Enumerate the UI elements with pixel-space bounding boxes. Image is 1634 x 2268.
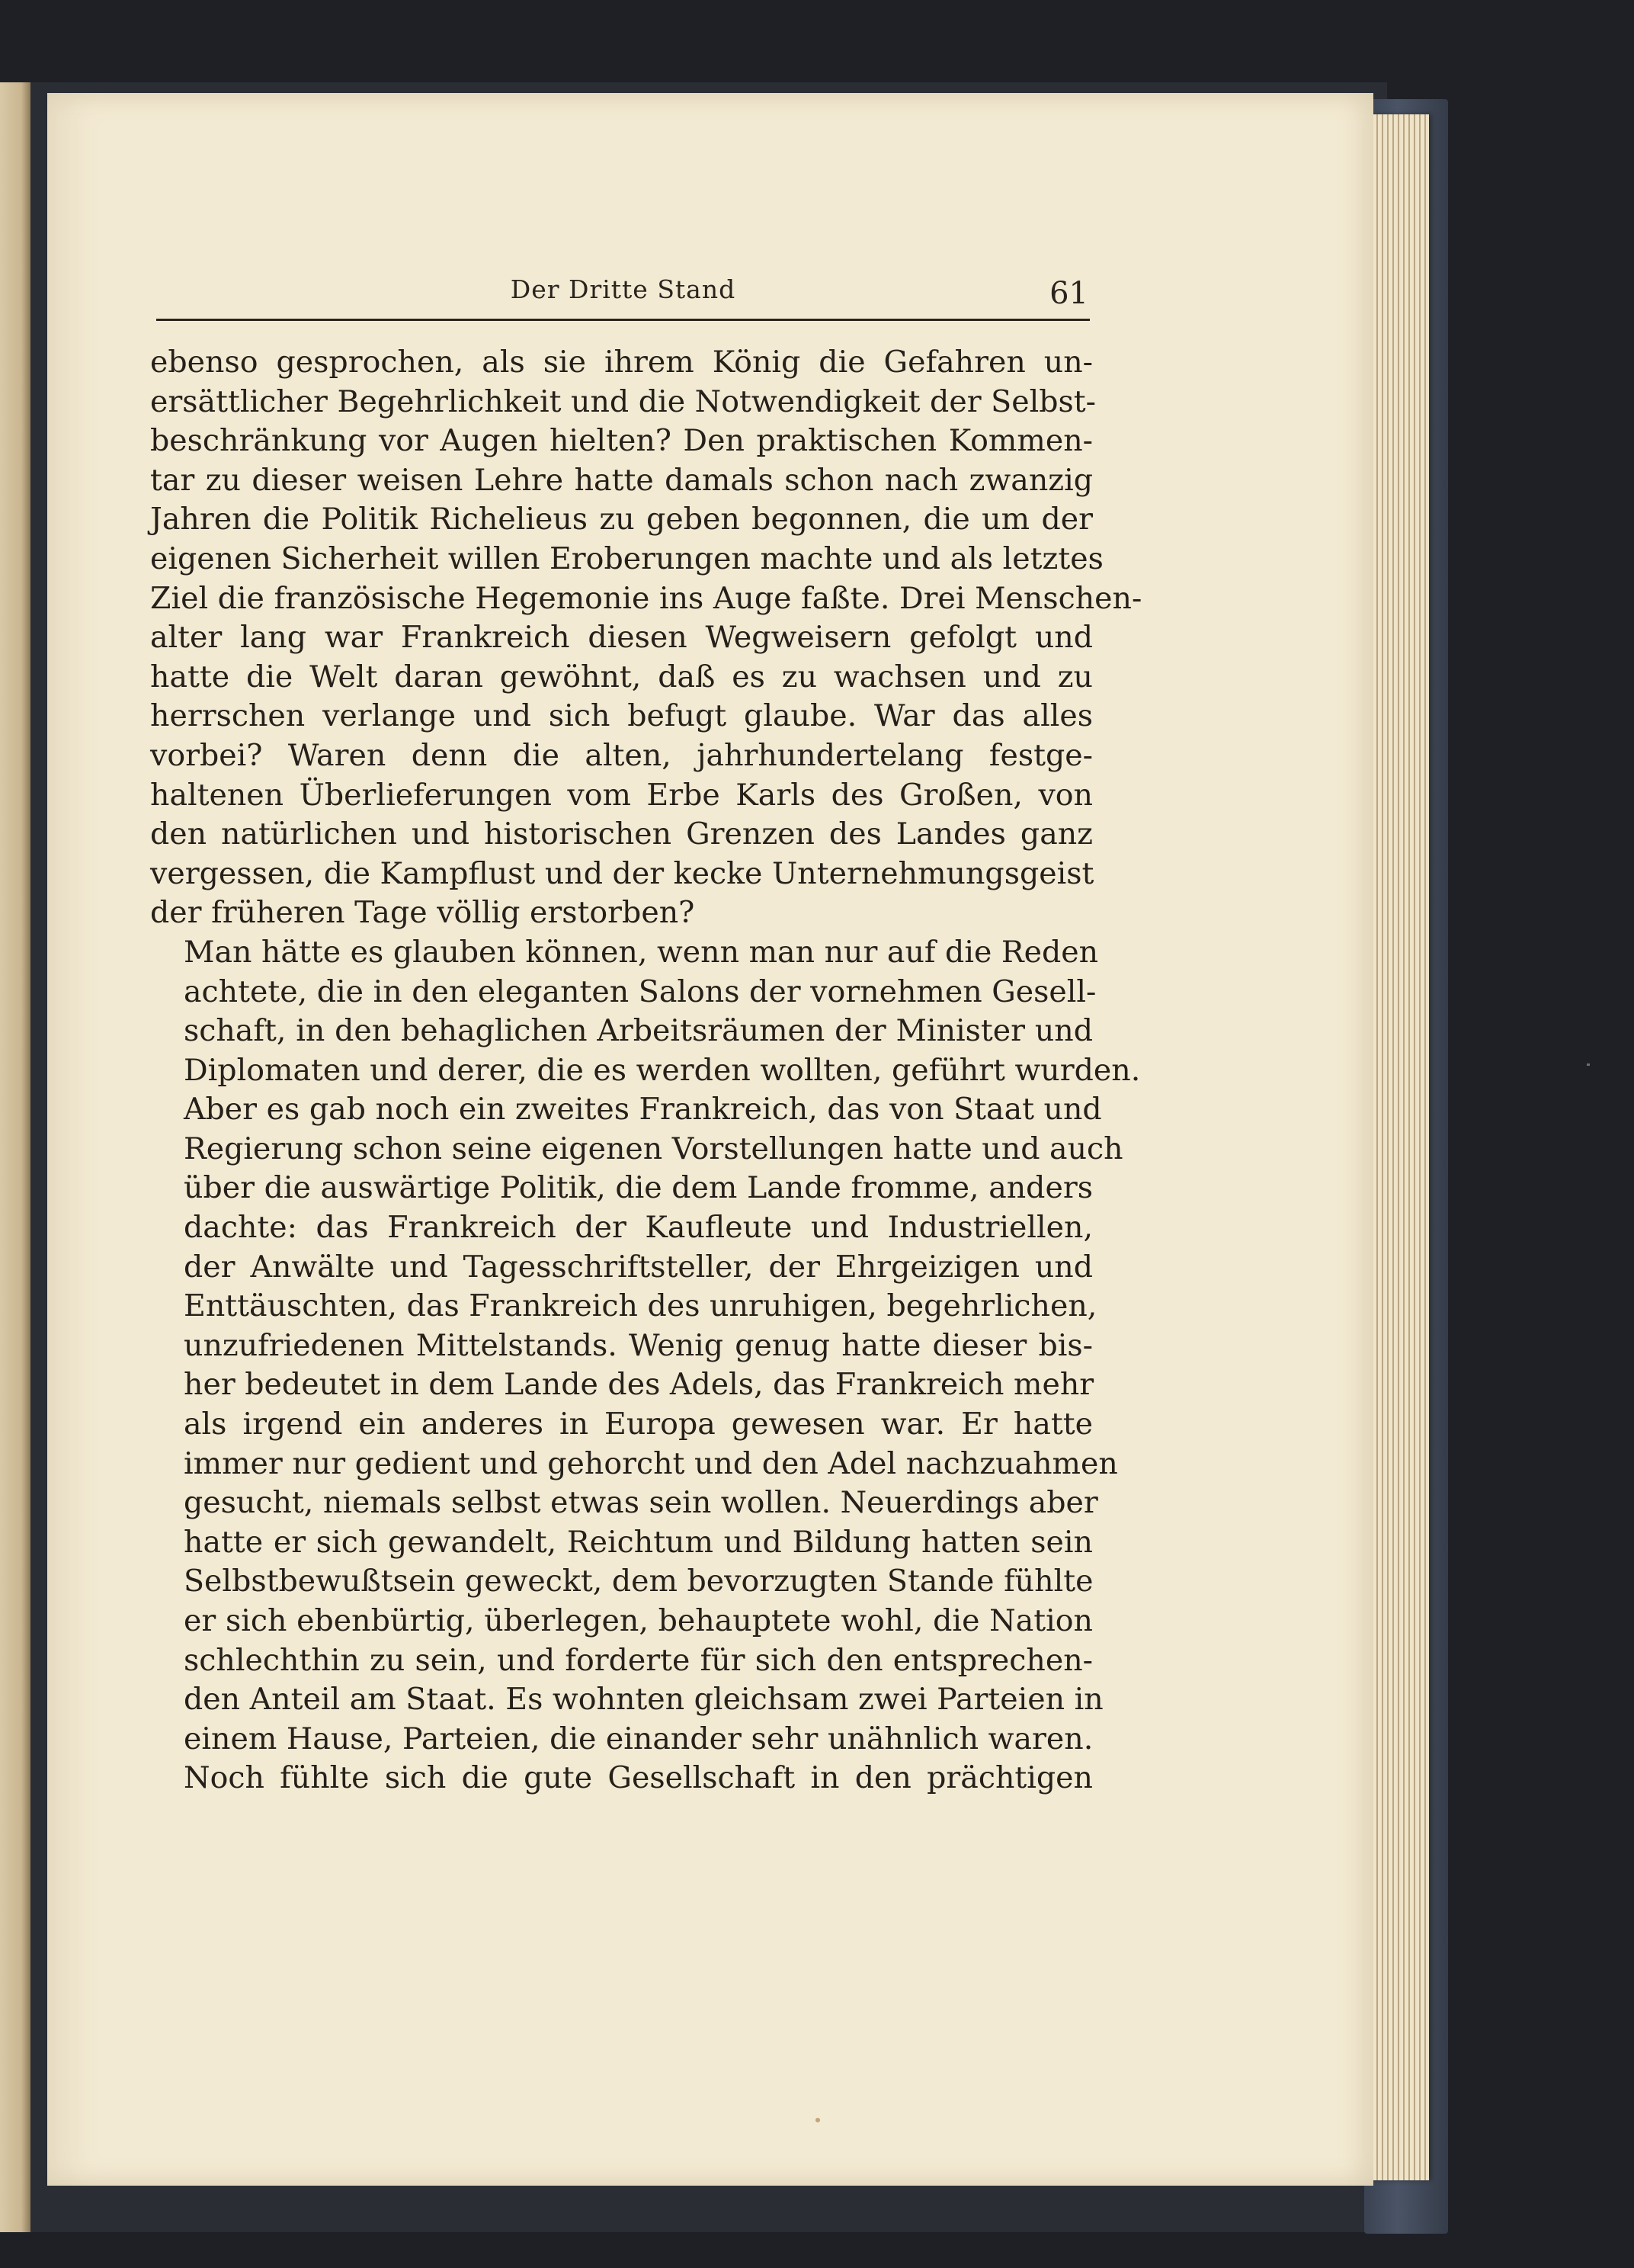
text-line: Selbstbewußtsein geweckt, dem bevorzugten Stande fühlte [184,1564,1094,1599]
text-line: Man hätte es glauben können, wenn man nur auf die Reden [184,934,1099,970]
text-line: der Anwälte und Tagesschriftsteller, der Ehrgeizigen und [184,1249,1093,1285]
text-line: ebenso gesprochen, als sie ihrem König die Gefahren un- [150,345,1093,380]
text-line: schaft, in den behaglichen Arbeitsräumen der Minister und [184,1013,1093,1049]
text-line: beschränkung vor Augen hielten? Den praktischen Kommen- [150,423,1093,459]
text-line: tar zu dieser weisen Lehre hatte damals schon nach zwanzig [150,462,1093,498]
text-line: eigenen Sicherheit willen Eroberungen machte und als letztes [150,541,1104,576]
text-line: hatte er sich gewandelt, Reichtum und Bildung hatten sein [184,1524,1093,1560]
cover-speck [1587,1063,1590,1066]
text-line: den natürlichen und historischen Grenzen des Landes ganz [150,816,1093,852]
text-line: unzufriedenen Mittelstands. Wenig genug hatte dieser bis- [184,1327,1093,1363]
page-number: 61 [1049,276,1088,311]
text-line: über die auswärtige Politik, die dem Lande fromme, anders [184,1170,1093,1206]
text-line: der früheren Tage völlig erstorben? [150,895,695,931]
text-line: einem Hause, Parteien, die einander sehr unähnlich waren. [184,1721,1094,1756]
text-line: Regierung schon seine eigenen Vorstellungen hatte und auch [184,1131,1123,1166]
body-text [150,343,1142,1798]
text-line: hatte die Welt daran gewöhnt, daß es zu wachsen und zu [150,659,1093,695]
text-line: haltenen Überlieferungen vom Erbe Karls des Großen, von [150,777,1093,813]
text-line: vergessen, die Kampflust und der kecke Unternehmungsgeist [150,855,1094,891]
text-line: Diplomaten und derer, die es werden wollten, geführt wurden. [184,1052,1141,1088]
text-line: Noch fühlte sich die gute Gesellschaft in den prächtigen [184,1760,1093,1796]
paragraph-1 [150,343,1142,933]
paragraph-2 [150,933,1141,1798]
running-head [156,273,1090,321]
text-line: Jahren die Politik Richelieus zu geben begonnen, die um der [150,502,1093,537]
text-line: Enttäuschten, das Frankreich des unruhigen, begehrlichen, [184,1288,1097,1324]
text-line: er sich ebenbürtig, überlegen, behauptete wohl, die Nation [184,1603,1093,1638]
text-line: alter lang war Frankreich diesen Wegweisern gefolgt und [150,620,1093,656]
running-title: Der Dritte Stand [510,274,736,304]
text-line: immer nur gedient und gehorcht und den Adel nachzuahmen [184,1445,1118,1481]
text-line: her bedeutet in dem Lande des Adels, das Frankreich mehr [184,1367,1094,1403]
facing-page-edge [0,82,30,2232]
text-line: Aber es gab noch ein zweites Frankreich, das von Staat und [184,1092,1102,1128]
text-line: Ziel die französische Hegemonie ins Auge faßte. Drei Menschen- [150,580,1142,616]
text-line: ersättlicher Begehrlichkeit und die Notwendigkeit der Selbst- [150,383,1096,419]
text-line: dachte: das Frankreich der Kaufleute und Industriellen, [184,1210,1093,1246]
text-line: schlechthin zu sein, und forderte für sich den entsprechen- [184,1642,1093,1678]
paper-speck [815,2118,820,2122]
text-line: den Anteil am Staat. Es wohnten gleichsam zwei Parteien in [184,1682,1104,1718]
text-line: herrschen verlange und sich befugt glaube. War das alles [150,698,1093,734]
text-line: gesucht, niemals selbst etwas sein wollen. Neuerdings aber [184,1485,1098,1521]
text-line: achtete, die in den eleganten Salons der vornehmen Gesell- [184,974,1097,1009]
text-line: vorbei? Waren denn die alten, jahrhundertelang festge- [150,737,1093,773]
text-line: als irgend ein anderes in Europa gewesen war. Er hatte [184,1407,1093,1442]
